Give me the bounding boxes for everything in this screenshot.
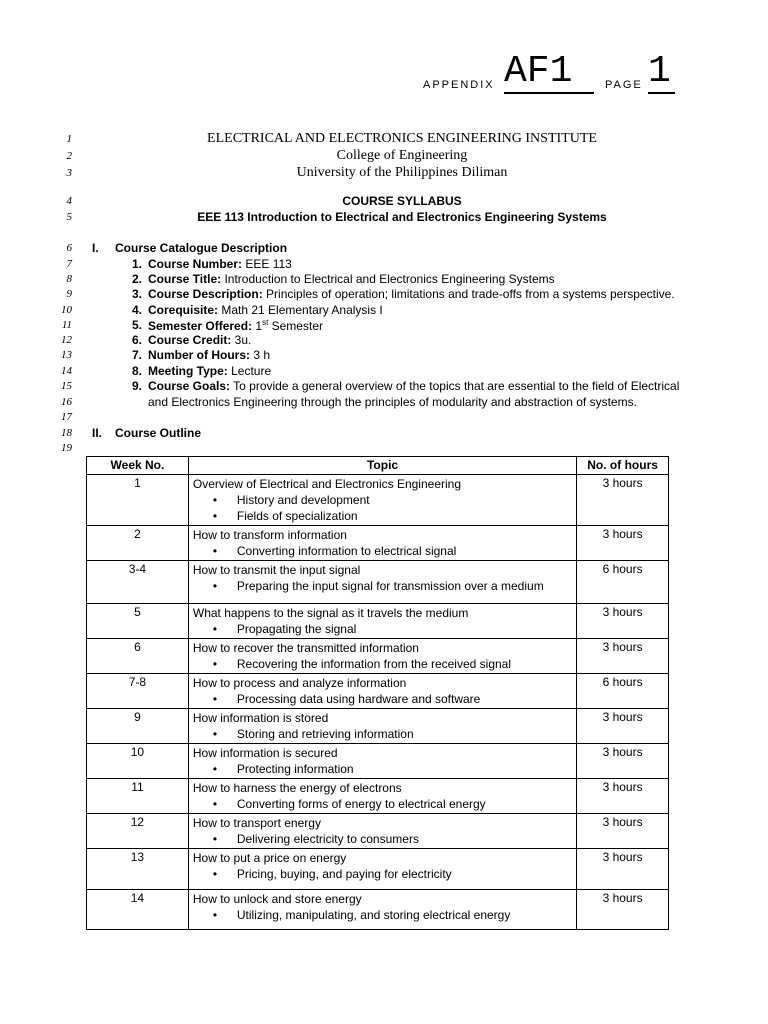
item-value: EEE 113 [242, 257, 292, 271]
course-goals-continuation: and Electronics Engineering through the principles of modularity and abstraction of systems. [148, 395, 637, 409]
table-row [87, 526, 669, 561]
column-header-topic: Topic [188, 457, 576, 475]
section-number: II. [92, 426, 103, 440]
hours-cell: 3 hours [577, 604, 669, 639]
line-number: 6 [66, 242, 72, 254]
hours-cell: 3 hours [577, 890, 669, 930]
hours-cell: 3 hours [577, 779, 669, 814]
topic-title: How information is stored [192, 711, 329, 725]
item-number: 2. [131, 272, 142, 286]
topic-cell [188, 814, 576, 849]
item-value: Math 21 Elementary Analysis I [218, 303, 383, 317]
page-number: 1 [648, 52, 675, 94]
section-title: Course Catalogue Description [115, 241, 288, 255]
topic-cell [188, 526, 576, 561]
column-header-week: Week No. [87, 457, 189, 475]
catalogue-item [148, 303, 383, 317]
line-number: 11 [61, 319, 72, 331]
subtopic-item [193, 656, 572, 672]
section-title: Course Outline [115, 426, 202, 440]
topic-cell [188, 639, 576, 674]
item-value: Principles of operation; limitations and trade-offs from a systems perspective. [262, 287, 675, 301]
line-number: 15 [61, 380, 72, 392]
subtopic-text: Utilizing, manipulating, and storing electrical energy [236, 908, 511, 922]
item-value: 1 [252, 319, 263, 333]
college-name: College of Engineering [336, 148, 468, 163]
topic-title: What happens to the signal as it travels the medium [192, 606, 469, 620]
bullet-icon: • [212, 867, 218, 881]
subtopic-text: Fields of specialization [236, 509, 358, 523]
item-number: 5. [131, 318, 142, 332]
week-cell: 11 [87, 779, 189, 814]
hours-cell: 3 hours [577, 744, 669, 779]
topic-cell [188, 709, 576, 744]
topic-cell [188, 561, 576, 604]
table-row [87, 779, 669, 814]
week-cell: 2 [87, 526, 189, 561]
table-row [87, 674, 669, 709]
subtopic-item [193, 866, 572, 882]
topic-cell [188, 674, 576, 709]
catalogue-item [148, 364, 271, 378]
line-number: 14 [61, 365, 72, 377]
hours-cell: 3 hours [577, 849, 669, 890]
item-number: 4. [131, 303, 142, 317]
topic-cell [188, 744, 576, 779]
subtopic-item [193, 492, 572, 508]
line-number: 8 [66, 273, 72, 285]
catalogue-item [148, 333, 251, 347]
catalogue-item [148, 318, 323, 333]
subtopic-text: Delivering electricity to consumers [236, 832, 419, 846]
item-value: Lecture [227, 364, 272, 378]
item-label: Semester Offered: [148, 319, 253, 333]
subtopic-text: Recovering the information from the received signal [236, 657, 512, 671]
table-row [87, 709, 669, 744]
line-number: 7 [66, 258, 72, 270]
subtopic-item [193, 907, 572, 923]
bullet-icon: • [212, 493, 218, 507]
bullet-icon: • [212, 727, 218, 741]
bullet-icon: • [212, 908, 218, 922]
subtopic-text: Propagating the signal [236, 622, 357, 636]
line-number: 2 [66, 150, 72, 162]
bullet-icon: • [212, 509, 218, 523]
topic-title: How to transmit the input signal [192, 563, 361, 577]
hours-cell: 3 hours [577, 709, 669, 744]
subtopic-item [193, 831, 572, 847]
topic-cell [188, 779, 576, 814]
bullet-icon: • [212, 832, 218, 846]
item-value: To provide a general overview of the topics that are essential to the field of Electrical [230, 379, 680, 393]
item-number: 6. [131, 333, 142, 347]
topic-title: How to recover the transmitted information [192, 641, 419, 655]
item-label: Course Description: [148, 287, 263, 301]
bullet-icon: • [212, 622, 218, 636]
week-cell: 7-8 [87, 674, 189, 709]
subtopic-text: Protecting information [236, 762, 354, 776]
institute-name: ELECTRICAL AND ELECTRONICS ENGINEERING INSTITUTE [207, 131, 597, 146]
line-number: 10 [61, 304, 72, 316]
line-number: 18 [61, 427, 72, 439]
topic-cell [188, 890, 576, 930]
subtopic-text: Preparing the input signal for transmission over a medium [236, 579, 544, 593]
table-row [87, 890, 669, 930]
subtopic-item [193, 796, 572, 812]
week-cell: 5 [87, 604, 189, 639]
subtopic-item [193, 691, 572, 707]
table-row [87, 561, 669, 604]
subtopic-item [193, 578, 572, 594]
week-cell: 3-4 [87, 561, 189, 604]
subtopic-text: Converting forms of energy to electrical energy [236, 797, 486, 811]
topic-title: How to process and analyze information [192, 676, 407, 690]
subtopic-text: Storing and retrieving information [236, 727, 414, 741]
hours-cell: 3 hours [577, 814, 669, 849]
table-row [87, 475, 669, 526]
subtopic-item [193, 621, 572, 637]
item-value: 3 h [250, 348, 271, 362]
week-cell: 10 [87, 744, 189, 779]
topic-cell [188, 475, 576, 526]
item-number: 8. [131, 364, 142, 378]
item-label: Course Goals: [148, 379, 231, 393]
appendix-header [0, 52, 768, 98]
subtopic-item [193, 726, 572, 742]
item-number: 9. [131, 379, 142, 393]
bullet-icon: • [212, 579, 218, 593]
subtopic-item [193, 508, 572, 524]
line-number: 3 [66, 167, 72, 179]
ordinal-suffix: st [262, 318, 269, 327]
item-label: Course Credit: [148, 333, 232, 347]
table-body [87, 475, 669, 930]
catalogue-item [148, 257, 292, 271]
item-number: 1. [131, 257, 142, 271]
line-number: 19 [61, 442, 72, 454]
item-number: 7. [131, 348, 142, 362]
week-cell: 9 [87, 709, 189, 744]
week-cell: 14 [87, 890, 189, 930]
topic-title: How to transport energy [192, 816, 321, 830]
appendix-code: AF1 [504, 52, 594, 94]
line-number: 9 [66, 288, 72, 300]
course-outline-table [86, 456, 669, 930]
bullet-icon: • [212, 692, 218, 706]
item-value: Semester [268, 319, 323, 333]
hours-cell: 6 hours [577, 674, 669, 709]
topic-title: How to harness the energy of electrons [192, 781, 402, 795]
course-heading: EEE 113 Introduction to Electrical and Electronics Engineering Systems [197, 210, 607, 224]
section-number: I. [92, 241, 99, 255]
bullet-icon: • [212, 762, 218, 776]
subtopic-item [193, 761, 572, 777]
bullet-icon: • [212, 657, 218, 671]
line-number: 5 [66, 211, 72, 223]
hours-cell: 3 hours [577, 526, 669, 561]
topic-cell [188, 604, 576, 639]
table-row [87, 744, 669, 779]
topic-title: How to transform information [192, 528, 347, 542]
week-cell: 1 [87, 475, 189, 526]
catalogue-item [148, 379, 679, 393]
subtopic-item [193, 543, 572, 559]
table-header-row [87, 457, 669, 475]
bullet-icon: • [212, 797, 218, 811]
line-number: 4 [66, 195, 72, 207]
topic-title: How to unlock and store energy [192, 892, 362, 906]
item-label: Number of Hours: [148, 348, 250, 362]
column-header-hours: No. of hours [577, 457, 669, 475]
item-value: 3u. [231, 333, 252, 347]
week-cell: 6 [87, 639, 189, 674]
hours-cell: 3 hours [577, 475, 669, 526]
table-row [87, 604, 669, 639]
bullet-icon: • [212, 544, 218, 558]
subtopic-text: Pricing, buying, and paying for electricity [236, 867, 452, 881]
line-number: 12 [61, 334, 72, 346]
table-row [87, 639, 669, 674]
topic-title: How information is secured [192, 746, 338, 760]
item-label: Course Number: [148, 257, 243, 271]
line-number: 13 [61, 349, 72, 361]
subtopic-text: Processing data using hardware and software [236, 692, 481, 706]
topic-title: How to put a price on energy [192, 851, 347, 865]
table-row [87, 849, 669, 890]
subtopic-text: History and development [236, 493, 370, 507]
table-row [87, 814, 669, 849]
document-type: COURSE SYLLABUS [342, 194, 462, 208]
line-number: 16 [61, 396, 72, 408]
catalogue-item [148, 348, 270, 362]
item-label: Course Title: [148, 272, 222, 286]
item-label: Corequisite: [148, 303, 219, 317]
hours-cell: 6 hours [577, 561, 669, 604]
topic-cell [188, 849, 576, 890]
line-number: 1 [66, 133, 72, 145]
item-value: Introduction to Electrical and Electronics Engineering Systems [221, 272, 555, 286]
week-cell: 13 [87, 849, 189, 890]
line-number: 17 [61, 411, 72, 423]
week-cell: 12 [87, 814, 189, 849]
subtopic-text: Converting information to electrical signal [236, 544, 457, 558]
page-label: PAGE [605, 79, 643, 91]
hours-cell: 3 hours [577, 639, 669, 674]
university-name: University of the Philippines Diliman [296, 165, 508, 180]
catalogue-item [148, 287, 675, 301]
item-label: Meeting Type: [148, 364, 228, 378]
item-number: 3. [131, 287, 142, 301]
topic-title: Overview of Electrical and Electronics Engineering [192, 477, 461, 491]
catalogue-item [148, 272, 555, 286]
appendix-label: APPENDIX [423, 79, 495, 91]
